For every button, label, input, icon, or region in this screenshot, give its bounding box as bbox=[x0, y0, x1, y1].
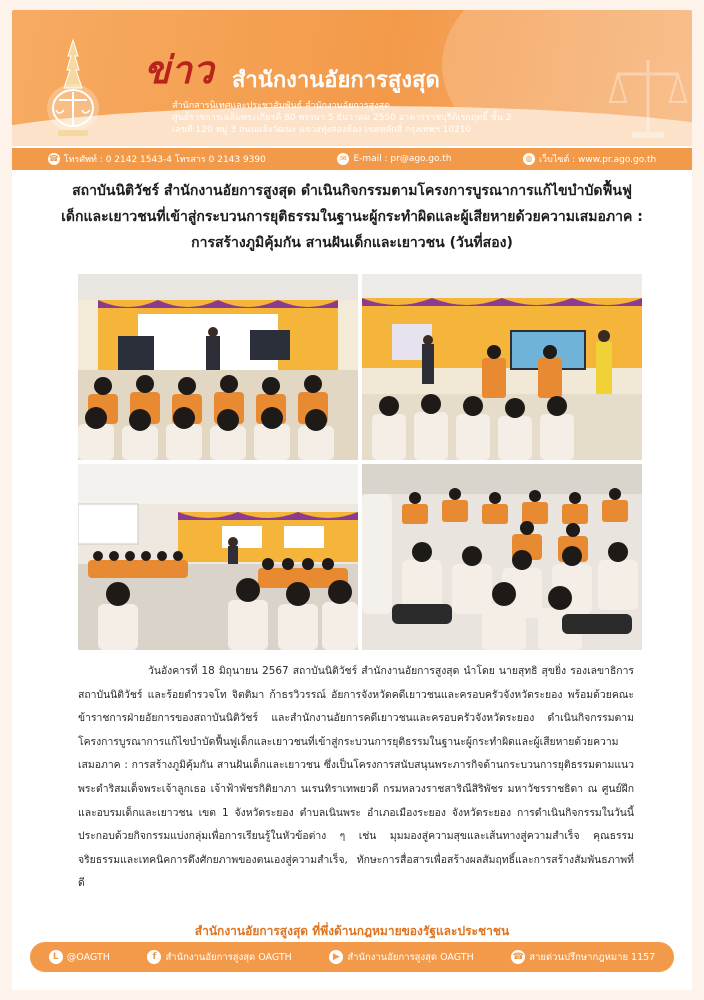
press-release-sheet bbox=[12, 10, 692, 990]
contact-phone bbox=[48, 152, 266, 166]
letterhead bbox=[12, 10, 692, 146]
youtube-icon: ▶ bbox=[329, 950, 343, 964]
headline-line-3: การสร้างภูมิคุ้มกัน สานฝันเด็กและเยาวชน (วันที่สอง) bbox=[191, 235, 513, 251]
contact-website bbox=[523, 152, 656, 166]
scales-of-justice-icon bbox=[608, 52, 688, 142]
headline-line-2: เด็กและเยาวชนที่เข้าสู่กระบวนการยุติธรรมในฐานะผู้กระทำผิดและผู้เสียหายด้วยความเสมอภาค : bbox=[61, 209, 643, 225]
phone-icon: ☎ bbox=[512, 952, 524, 962]
footer-facebook-text: สำนักงานอัยการสูงสุด OAGTH bbox=[165, 951, 292, 963]
mail-icon: ✉ bbox=[337, 153, 349, 165]
header-subline-1: สำนักสารนิเทศและประชาสัมพันธ์ สำนักงานอัยการสูงสุด bbox=[172, 101, 390, 111]
footer-youtube-text: สำนักงานอัยการสูงสุด OAGTH bbox=[347, 951, 474, 963]
footer-facebook[interactable] bbox=[147, 950, 291, 965]
photo-students-seated bbox=[362, 464, 642, 650]
contact-email-text: E-mail : pr@ago.go.th bbox=[353, 154, 452, 164]
brand-prefix: ข่าว bbox=[144, 47, 215, 92]
contact-bar bbox=[12, 148, 692, 170]
brand-name: สำนักงานอัยการสูงสุด bbox=[232, 68, 440, 93]
footer-hotline-text: สายด่วนปรึกษากฎหมาย 1157 bbox=[529, 951, 656, 963]
globe-icon: ◍ bbox=[523, 153, 535, 165]
news-body-paragraph: วันอังคารที่ 18 มิถุนายน 2567 สถาบันนิติวัชร์ สำนักงานอัยการสูงสุด นำโดย นายสุทธิ สุขยิ่ง รองเลขาธิการสถาบันนิติวัชร์ และร้อยตำรวจโท จิตติมา ก้าธรวิวรรณ์ อัยการจังหวัดคดีเยาวชนและครอบครัวจังหวัดระยอง พร้อมด้วยคณะข้าราชการฝ่ายอัยการของสถาบันนิติวัชร์ และสำนักงานอัยการคดีเยาวชนและครอบครัวจังหวัดระยอง ดำเนินกิจกรรมตามโครงการบูรณาการแก้ไขบำบัดฟื้นฟูเด็กและเยาวชนที่เข้าสู่กระบวนการยุติธรรมในฐานะผู้กระทำผิดและผู้เสียหายด้วยความเสมอภาค : การสร้างภูมิคุ้มกัน สานฝันเด็กและเยาวชน ซึ่งเป็นโครงการสนับสนุนพระภารกิจด้านกระบวนการยุติธรรมตามแนวพระดำริสมเด็จพระเจ้าลูกเธอ เจ้าฟ้าพัชรกิติยาภา นเรนทิราเทพยวดี กรมหลวงราชสาริณีสิริพัชร มหาวัชรราชธิดา ณ ศูนย์ฝึกและอบรมเด็กและเยาวชน เขต 1 จังหวัดระยอง ตำบลเนินพระ อำเภอเมืองระยอง จังหวัดระยอง การดำเนินกิจกรรมในวันนี้ประกอบด้วยกิจกรรมแบ่งกลุ่มเพื่อการเรียนรู้ในหัวข้อต่าง ๆ เช่น มุมมองสู่ความสุขและเส้นทางสู่ความสำเร็จ คุณธรรม จริยธรรมและเทคนิคการดึงศักยภาพของตนเองสู่ความสำเร็จ, ทักษะการสื่อสารเพื่อสร้างผลสัมฤทธิ์และการสร้างสัมพันธภาพที่ดี bbox=[78, 665, 634, 890]
contact-email bbox=[337, 153, 451, 165]
photo-hall-audience bbox=[78, 464, 358, 650]
contact-phone-text: โทรศัพท์ : 0 2142 1543-4 โทรสาร 0 2143 9390 bbox=[63, 155, 266, 165]
contact-website-text: เว็บไซต์ : www.pr.ago.go.th bbox=[538, 155, 657, 165]
footer-youtube[interactable] bbox=[329, 950, 473, 965]
line-icon: L bbox=[49, 950, 63, 964]
news-headline bbox=[42, 178, 662, 256]
tagline: สำนักงานอัยการสูงสุด ที่พึ่งด้านกฎหมายของรัฐและประชาชน bbox=[194, 924, 510, 938]
photo-collage bbox=[78, 274, 642, 650]
footer-line[interactable] bbox=[49, 950, 110, 964]
header-subline-2: ศูนย์ราชการเฉลิมพระเกียรติ 80 พรรษา 5 ธันวาคม 2550 อาคารราชบุรีดิเรกฤทธิ์ ชั้น 2 bbox=[172, 113, 512, 123]
photo-speaker-on-stage bbox=[78, 274, 358, 460]
facebook-icon: f bbox=[147, 950, 161, 964]
social-footer bbox=[30, 942, 674, 972]
ago-emblem-icon bbox=[42, 38, 104, 140]
news-body bbox=[78, 660, 634, 896]
footer-line-text: @OAGTH bbox=[66, 951, 110, 963]
phone-icon: ☎ bbox=[48, 154, 59, 163]
header-subline-3: เลขที่ 120 หมู่ 3 ถนนแจ้งวัฒนะ แขวงทุ่งสองห้อง เขตหลักสี่ กรุงเทพฯ 10210 bbox=[172, 125, 472, 135]
photo-group-presentation bbox=[362, 274, 642, 460]
footer-hotline[interactable] bbox=[511, 950, 655, 965]
headline-line-1: สถาบันนิติวัชร์ สำนักงานอัยการสูงสุด ดำเนินกิจกรรมตามโครงการบูรณาการแก้ไขบำบัดฟื้นฟู bbox=[72, 183, 632, 199]
